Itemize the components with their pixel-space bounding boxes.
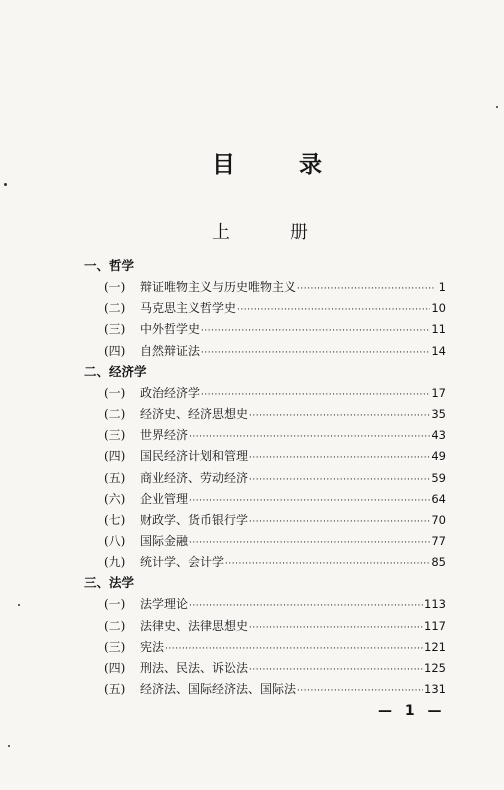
entry-page-number: 70 bbox=[431, 512, 446, 527]
entry-title: 宪法 bbox=[140, 639, 165, 654]
dot-leader bbox=[201, 321, 430, 342]
entry-title: 财政学、货币银行学 bbox=[140, 512, 249, 527]
entry-number: (三) bbox=[104, 639, 126, 654]
entry-page-number: 49 bbox=[431, 449, 446, 464]
entry-number: (四) bbox=[104, 343, 126, 358]
title-char-2: 录 bbox=[299, 152, 322, 178]
entry-page-number: 121 bbox=[424, 639, 446, 654]
entry-number: (二) bbox=[104, 406, 126, 421]
entry-page-number: 1 bbox=[438, 280, 446, 294]
entry-title: 法学理论 bbox=[140, 597, 189, 612]
entry-number: (五) bbox=[104, 682, 126, 697]
table-of-contents bbox=[84, 256, 446, 700]
title-char-1: 目 bbox=[212, 152, 235, 178]
volume-heading bbox=[212, 218, 308, 244]
entry-page-number: 11 bbox=[431, 322, 446, 337]
entry-page-number: 77 bbox=[431, 534, 446, 549]
entry-page-number: 64 bbox=[431, 491, 446, 506]
entry-number: (八) bbox=[104, 534, 126, 549]
toc-entry bbox=[84, 616, 446, 637]
entry-title: 经济史、经济思想史 bbox=[140, 406, 249, 421]
volume-char-1: 上 bbox=[212, 222, 230, 243]
entry-title: 刑法、民法、诉讼法 bbox=[140, 661, 249, 675]
entry-page-number: 85 bbox=[431, 555, 446, 570]
entry-number: (一) bbox=[104, 385, 126, 400]
dot-leader bbox=[189, 427, 430, 448]
toc-entry bbox=[84, 404, 446, 425]
entry-title: 企业管理 bbox=[140, 491, 189, 506]
entry-number: (七) bbox=[104, 512, 126, 527]
dot-leader bbox=[201, 385, 430, 406]
toc-entry bbox=[84, 446, 446, 467]
entry-title: 中外哲学史 bbox=[140, 322, 201, 337]
entry-title: 自然辩证法 bbox=[140, 343, 201, 358]
entry-number: (九) bbox=[104, 555, 126, 570]
toc-entry bbox=[84, 489, 446, 510]
dot-leader bbox=[249, 470, 430, 491]
entry-page-number: 131 bbox=[424, 682, 446, 697]
page-title bbox=[212, 146, 322, 179]
toc-entry bbox=[84, 425, 446, 446]
toc-entry bbox=[84, 552, 446, 573]
entry-number: (四) bbox=[104, 661, 126, 675]
dot-leader bbox=[165, 639, 423, 660]
dot-leader bbox=[189, 533, 430, 554]
dot-leader bbox=[201, 343, 430, 364]
toc-entry bbox=[84, 277, 446, 298]
toc-entry bbox=[84, 341, 446, 362]
entry-title: 辩证唯物主义与历史唯物主义 bbox=[140, 280, 297, 294]
toc-entry bbox=[84, 383, 446, 404]
entry-page-number: 43 bbox=[431, 428, 446, 443]
section-heading: 二、经济学 bbox=[84, 363, 147, 379]
dot-leader bbox=[249, 660, 423, 681]
dot-leader bbox=[249, 618, 423, 639]
dot-leader bbox=[237, 300, 430, 321]
entry-number: (四) bbox=[104, 449, 126, 464]
entry-page-number: 125 bbox=[424, 661, 446, 675]
entry-page-number: 35 bbox=[431, 406, 446, 421]
print-speck bbox=[4, 183, 7, 186]
dot-leader bbox=[225, 554, 430, 575]
toc-entry bbox=[84, 319, 446, 340]
page-number-footer: — 1 — bbox=[378, 703, 446, 719]
entry-title: 商业经济、劳动经济 bbox=[140, 470, 249, 485]
entry-page-number: 117 bbox=[424, 618, 446, 633]
dot-leader bbox=[297, 279, 435, 300]
print-speck bbox=[496, 106, 498, 108]
print-speck bbox=[8, 745, 10, 747]
entry-title: 国民经济计划和管理 bbox=[140, 449, 249, 464]
toc-entry bbox=[84, 658, 446, 679]
entry-number: (一) bbox=[104, 280, 126, 294]
entry-title: 经济法、国际经济法、国际法 bbox=[140, 682, 297, 697]
toc-entry bbox=[84, 679, 446, 700]
toc-entry bbox=[84, 510, 446, 531]
entry-title: 政治经济学 bbox=[140, 385, 201, 400]
dot-leader bbox=[249, 406, 430, 427]
entry-title: 马克思主义哲学史 bbox=[140, 301, 237, 316]
entry-title: 法律史、法律思想史 bbox=[140, 618, 249, 633]
toc-entry bbox=[84, 468, 446, 489]
entry-title: 世界经济 bbox=[140, 428, 189, 443]
entry-page-number: 14 bbox=[431, 343, 446, 358]
entry-number: (三) bbox=[104, 428, 126, 443]
entry-number: (二) bbox=[104, 618, 126, 633]
toc-entry bbox=[84, 531, 446, 552]
entry-number: (三) bbox=[104, 322, 126, 337]
section-heading: 一、哲学 bbox=[84, 258, 135, 273]
section-heading: 三、法学 bbox=[84, 575, 135, 591]
dot-leader bbox=[249, 448, 430, 469]
toc-entry bbox=[84, 594, 446, 615]
entry-page-number: 113 bbox=[424, 597, 446, 612]
entry-title: 统计学、会计学 bbox=[140, 555, 225, 570]
entry-number: (六) bbox=[104, 491, 126, 506]
volume-char-2: 册 bbox=[290, 222, 308, 243]
dot-leader bbox=[189, 596, 423, 617]
toc-entry bbox=[84, 298, 446, 319]
entry-page-number: 59 bbox=[431, 470, 446, 485]
entry-number: (五) bbox=[104, 470, 126, 485]
entry-page-number: 17 bbox=[431, 385, 446, 400]
entry-number: (二) bbox=[104, 301, 126, 316]
entry-title: 国际金融 bbox=[140, 534, 189, 549]
entry-number: (一) bbox=[104, 597, 126, 612]
entry-page-number: 10 bbox=[431, 301, 446, 316]
toc-entry bbox=[84, 637, 446, 658]
dot-leader bbox=[297, 681, 423, 702]
print-speck bbox=[18, 604, 20, 606]
dot-leader bbox=[249, 512, 430, 533]
dot-leader bbox=[189, 491, 430, 512]
